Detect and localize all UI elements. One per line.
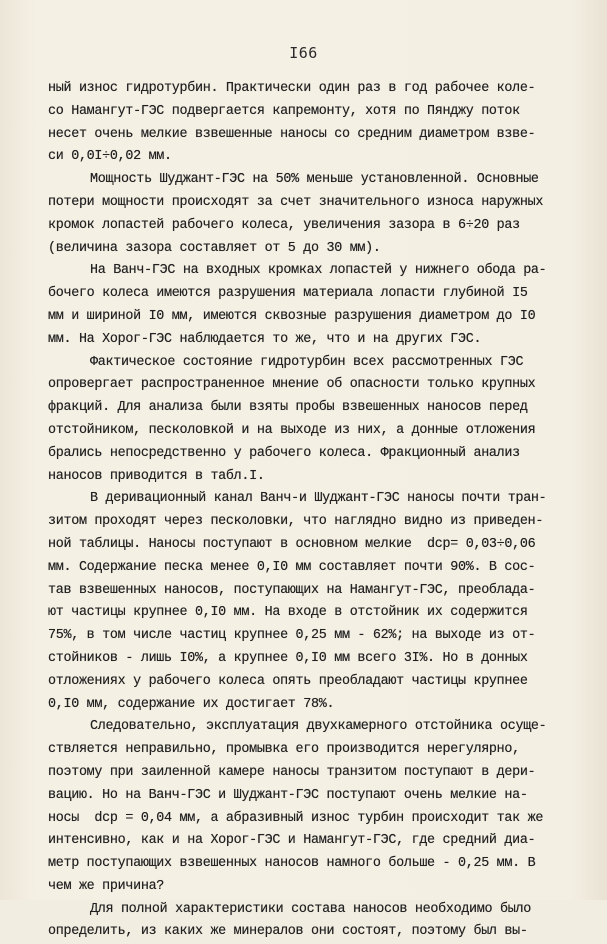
text-line: В деривационный канал Ванч-и Шуджант-ГЭС наносы почти тран- — [90, 491, 547, 507]
text-line: кромок лопастей рабочего колеса, увеличения зазора в 6÷20 раз — [48, 217, 520, 233]
text-line: тав взвешенных наносов, поступающих на Намангут-ГЭС, преоблада- — [48, 582, 536, 598]
text-line: Мощность Шуджант-ГЭС на 50% меньше установленной. Основные — [90, 172, 539, 188]
page-number: I66 — [289, 44, 318, 62]
text-line: На Ванч-ГЭС на входных кромках лопастей у нижнего обода ра- — [90, 263, 547, 279]
text-line: потери мощности происходят за счет значительного износа наружных — [48, 194, 544, 210]
text-line: несет очень мелкие взвешенные наносы со средним диаметром взве- — [48, 126, 536, 142]
text-line: мм и шириной I0 мм, имеются сквозные разрушения диаметром до I0 — [48, 308, 536, 324]
text-line: отложениях у рабочего колеса опять преобладают частицы крупнее — [48, 673, 528, 689]
text-line: поэтому при заиленной камере наносы транзитом поступают в дери- — [48, 764, 536, 780]
text-line: ют частицы крупнее 0,I0 мм. На входе в отстойник их содержится — [48, 605, 528, 621]
text-line: зитом проходят через песколовки, что наглядно видно из приведен- — [48, 514, 544, 530]
text-line: 0,I0 мм, содержание их достигает 78%. — [48, 696, 335, 712]
text-line: ной таблицы. Наносы поступают в основном мелкие dср= 0,03÷0,06 — [48, 536, 536, 552]
text-line: си 0,0I÷0,02 мм. — [48, 149, 172, 165]
text-line: Фактическое состояние гидротурбин всех рассмотренных ГЭС — [90, 354, 524, 370]
text-line: брались непосредственно у рабочего колеса. Фракционный анализ — [48, 445, 520, 461]
text-line: стойников - лишь I0%, а крупнее 0,I0 мм всего 3I%. Но в донных — [48, 650, 528, 666]
text-line: носы dср = 0,04 мм, а абразивный износ турбин происходит так же — [48, 810, 544, 826]
text-line: фракций. Для анализа были взяты пробы взвешенных наносов перед — [48, 400, 528, 416]
text-line: наносов приводится в табл.I. — [48, 468, 265, 484]
text-line: вацию. Но на Ванч-ГЭС и Шуджант-ГЭС поступают очень мелкие на- — [48, 787, 528, 803]
text-line: определить, из каких же минералов они состоят, поэтому был вы- — [48, 924, 528, 940]
text-line: Для полной характеристики состава наносов необходимо было — [90, 901, 531, 917]
text-line: 75%, в том числе частиц крупнее 0,25 мм - 62%; на выходе из от- — [48, 628, 536, 644]
text-line: ный износ гидротурбин. Практически один раз в год рабочее коле- — [48, 81, 536, 96]
text-line: мм. На Хорог-ГЭС наблюдается то же, что и на других ГЭС. — [48, 331, 482, 347]
text-line: ствляется неправильно, промывка его производится нерегулярно, — [48, 742, 520, 758]
body-text — [48, 78, 578, 944]
text-line: интенсивно, как и на Хорог-ГЭС и Намангут-ГЭС, где средний диа- — [48, 833, 536, 849]
text-line: мм. Содержание песка менее 0,I0 мм составляет почти 90%. В сос- — [48, 559, 536, 575]
text-line: Следовательно, эксплуатация двухкамерного отстойника осуще- — [90, 719, 547, 735]
text-line: опровергает распространенное мнение об опасности только крупных — [48, 377, 536, 393]
text-line: метр поступающих взвешенных наносов намного больше - 0,25 мм. В — [48, 856, 536, 872]
text-line: отстойником, песколовкой и на выходе из них, а донные отложения — [48, 422, 536, 438]
text-line: (величина зазора составляет от 5 до 30 мм). — [48, 240, 381, 256]
text-line: бочего колеса имеются разрушения материала лопасти глубиной I5 — [48, 286, 528, 302]
text-line: со Намангут-ГЭС подвергается капремонту, хотя по Пянджу поток — [48, 103, 520, 119]
text-line: чем же причина? — [48, 878, 165, 894]
